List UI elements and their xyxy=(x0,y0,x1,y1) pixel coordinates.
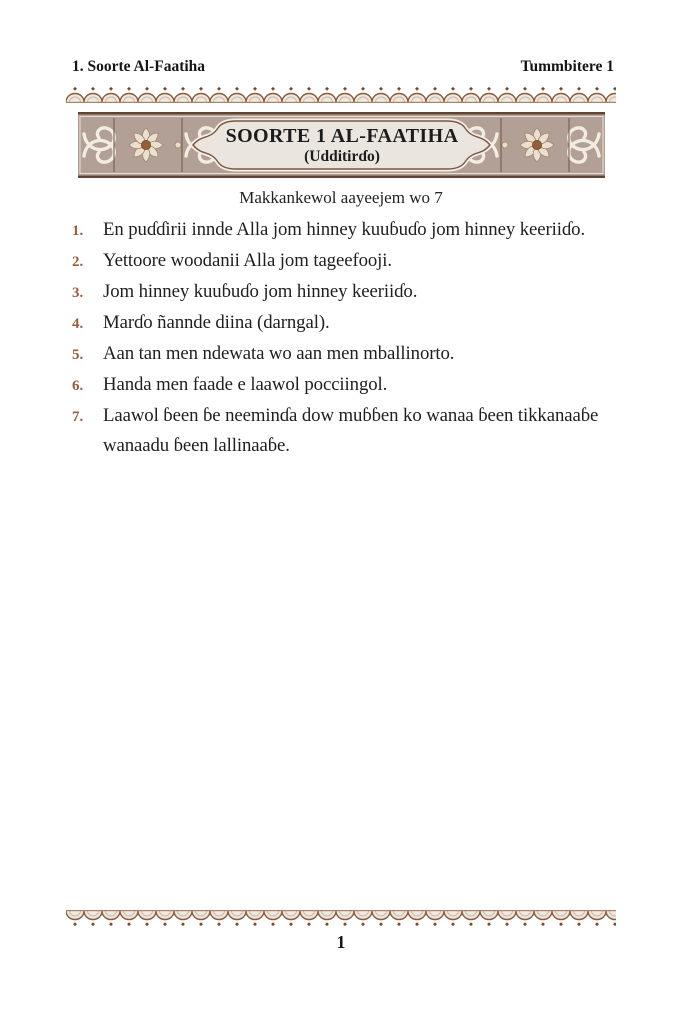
verse-list xyxy=(72,215,614,461)
bottom-border xyxy=(66,910,616,927)
verse-number: 4. xyxy=(72,316,84,332)
verse-number: 1. xyxy=(72,223,84,239)
verse-text: Yettoore woodanii Alla jom tageefooji. xyxy=(103,250,393,271)
verse-text: Marɗo ñannde diina (darngal). xyxy=(103,312,330,333)
verse-row xyxy=(72,401,614,461)
verse-text: Laawol ɓeen ɓe neeminɗa dow muɓɓen ko wanaa ɓeen tikkanaaɓe wanaadu ɓeen lallinaaɓe. xyxy=(103,405,599,456)
surah-title-box xyxy=(78,112,605,178)
verse-row xyxy=(72,277,614,308)
verse-number: 3. xyxy=(72,285,84,301)
verse-text: Jom hinney kuuɓuɗo jom hinney keeriiɗo. xyxy=(103,281,418,302)
verse-text: Aan tan men ndewata wo aan men mballinorto. xyxy=(103,343,455,364)
page-number: 1 xyxy=(336,932,346,952)
surah-title-main: SOORTE 1 AL-FAATIHA xyxy=(225,124,459,147)
verse-number: 2. xyxy=(72,254,84,270)
verse-number: 5. xyxy=(72,347,84,363)
verse-row xyxy=(72,215,614,246)
surah-title-sub: (Udditirɗo) xyxy=(304,147,380,165)
verse-text: En puɗɗirii innde Alla jom hinney kuuɓuɗo jom hinney keeriiɗo. xyxy=(103,219,586,240)
surah-title xyxy=(196,112,488,178)
verse-row xyxy=(72,370,614,401)
verse-text: Handa men faade e laawol pocciingol. xyxy=(103,374,388,395)
scallop-border-icon xyxy=(66,910,616,927)
revelation-note: Makkankewol aayeejem wo 7 xyxy=(239,188,443,207)
verse-row xyxy=(72,246,614,277)
verse-row xyxy=(72,308,614,339)
verse-number: 7. xyxy=(72,409,84,425)
header-right: Tummbitere 1 xyxy=(520,58,614,75)
verse-number: 6. xyxy=(72,378,84,394)
top-border xyxy=(66,86,616,103)
header-left: 1. Soorte Al-Faatiha xyxy=(72,58,206,75)
running-header xyxy=(72,58,614,76)
verse-row xyxy=(72,339,614,370)
scallop-border-icon xyxy=(66,86,616,103)
